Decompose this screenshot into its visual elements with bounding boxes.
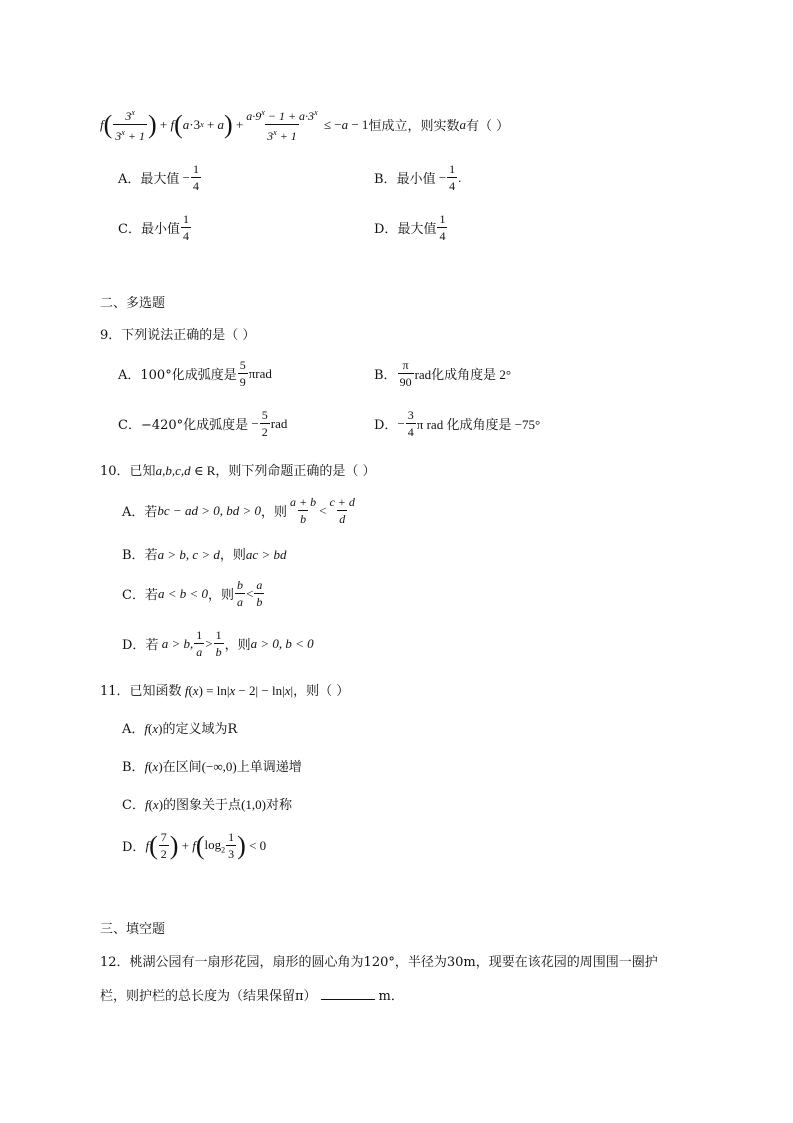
q8-option-a[interactable]: A． 最大值 − $\frac{1}{4}$ [118,162,199,193]
question-number: 11． [100,684,130,699]
option-label: D． [122,638,146,653]
q10-option-b[interactable] [122,544,286,563]
fraction: $\frac{a\cdot 9^x - 1 + a\cdot 3^x}{3^x + 1}$ [246,108,318,143]
q9-option-c[interactable]: C． −420°化成弧度是 − $\frac{5}{2}$ rad [118,408,288,439]
option-label: D． [374,418,398,433]
option-text: 的定义域为R [162,722,238,737]
q8-tail: 恒成立，则实数 [368,119,460,134]
option-label: B． [122,548,145,563]
option-math: ac > bd [245,547,287,562]
option-text: ，则 [208,588,235,603]
option-label: C． [122,588,145,603]
option-label: C． [122,798,145,813]
answer-blank[interactable] [321,987,375,1000]
option-label: A． [118,172,141,187]
option-text: 最大值 [397,222,437,237]
option-text: 100°化成弧度是 [140,368,237,383]
stem-text: 已知函数 [129,684,182,699]
question-stem: 桃湖公园有一扇形花园，扇形的圆心角为120°，半径为30m，现要在该花园的周围围一圈护 [129,955,658,970]
option-text: −420°化成弧度是 [140,418,249,433]
option-label: B． [374,368,397,383]
q8-option-d[interactable]: D． 最大值 $\frac{1}{4}$ [374,212,446,243]
q10-option-d[interactable]: D． 若 a > b, $\frac{1}{a}$ > $\frac{1}{b}$ ，则 a > 0, b < 0 [122,628,314,659]
q9-option-d[interactable]: D． − $\frac{3}{4}$ π rad 化成角度是 −75° [374,408,541,439]
q11-stem: 11．已知函数 f(x) = ln|x − 2| − ln|x|，则（ ） [100,683,350,699]
option-text: ，则 [219,548,246,563]
question-stem: 栏，则护栏的总长度为（结果保留π） [100,989,317,1004]
q9-stem [100,324,255,343]
stem-math: a,b,c,d [155,463,191,478]
q8-var-a: a [459,116,466,132]
q8-option-c[interactable]: C． 最小值 $\frac{1}{4}$ [118,212,189,243]
question-stem: m． [378,989,404,1004]
fraction: $\frac{3^x}{3^x + 1}$ [115,108,145,143]
q8-inequality: f ( $\frac{3^x}{3^x + 1}$ ) + f ( a ·3 x + a ) + $\frac{a\cdot 9^x - 1 + a\cdot 3^x}{3^x + 1}$ ≤ − a − 1 恒成立，则实数 a 有（ ） [100,108,510,143]
q11-option-a[interactable]: A．f(x)的定义域为R [122,721,238,737]
option-math: a < b < 0 [157,585,209,601]
q9-option-b[interactable]: B． $\frac{\pi}{90}$ rad化成角度是 2° [374,358,512,389]
question-stem: 下列说法正确的是（ ） [121,328,256,343]
q11-option-d[interactable]: D． f ( $\frac{7}{2}$ ) + f ( $\log_2$ $\frac{1}{3}$ ) < 0 [122,830,267,861]
option-math: bc − ad > 0, bd > 0 [157,502,261,518]
option-text: 对称 [265,798,292,813]
q10-option-a[interactable]: A． 若 bc − ad > 0, bd > 0 ，则 $\frac{a + b}{b}$ < $\frac{c + d}{d}$ [122,495,355,526]
option-text: πrad [248,365,272,381]
option-text: ，则 [224,638,251,653]
option-text: 最大值 [140,172,180,187]
option-text: 上单调递增 [236,760,302,775]
question-number: 12． [100,955,130,970]
q8-option-b[interactable]: B． 最小值 − $\frac{1}{4}$ . [374,162,462,193]
option-text: rad化成角度是 2° [414,367,512,382]
stem-text: 已知 [129,464,156,479]
option-label: C． [118,418,141,433]
q8-end: 有（ ） [465,119,510,134]
section-title-multiple-choice: 二、多选题 [100,296,166,311]
option-text: 若 [144,588,158,603]
option-label: D． [122,840,146,855]
q10-stem [100,460,376,479]
option-label: B． [374,172,397,187]
option-math: a > 0, b < 0 [250,635,314,651]
question-number: 10． [100,464,130,479]
section-title-fill-in: 三、填空题 [100,922,166,937]
option-text: 的图象关于点 [163,798,242,813]
q10-option-c[interactable]: C． 若 a < b < 0 ，则 $\frac{b}{a}$ < $\frac{a}{b}$ [122,578,263,609]
option-text: 最小值 [396,172,436,187]
option-label: A． [122,722,145,737]
option-math: a > b, c > d [157,547,220,562]
q12-line1 [100,951,658,970]
question-number: 9． [100,328,122,343]
option-label: A． [118,368,141,383]
option-text: ，则 [261,505,288,520]
option-label: A． [122,505,145,520]
q11-option-c[interactable]: C．f(x)的图象关于点(1,0)对称 [122,797,292,813]
option-text: 最小值 [140,222,180,237]
stem-text: ，则（ ） [293,684,350,699]
option-label: C． [118,222,141,237]
q9-option-a[interactable]: A． 100°化成弧度是 $\frac{5}{9}$ πrad [118,358,272,389]
option-label: D． [374,222,398,237]
stem-math: ∈ R [190,463,216,478]
option-text: 在区间 [162,760,202,775]
option-text: rad [270,415,288,431]
q12-line2 [100,985,404,1004]
stem-text: ，则下列命题正确的是（ ） [215,464,376,479]
option-text: π rad 化成角度是 −75° [416,417,541,432]
q11-option-b[interactable]: B．f(x)在区间(−∞,0)上单调递增 [122,759,302,775]
option-label: B． [122,760,145,775]
option-text: 若 [145,638,159,653]
option-text: 若 [144,505,158,520]
option-text: 若 [144,548,158,563]
